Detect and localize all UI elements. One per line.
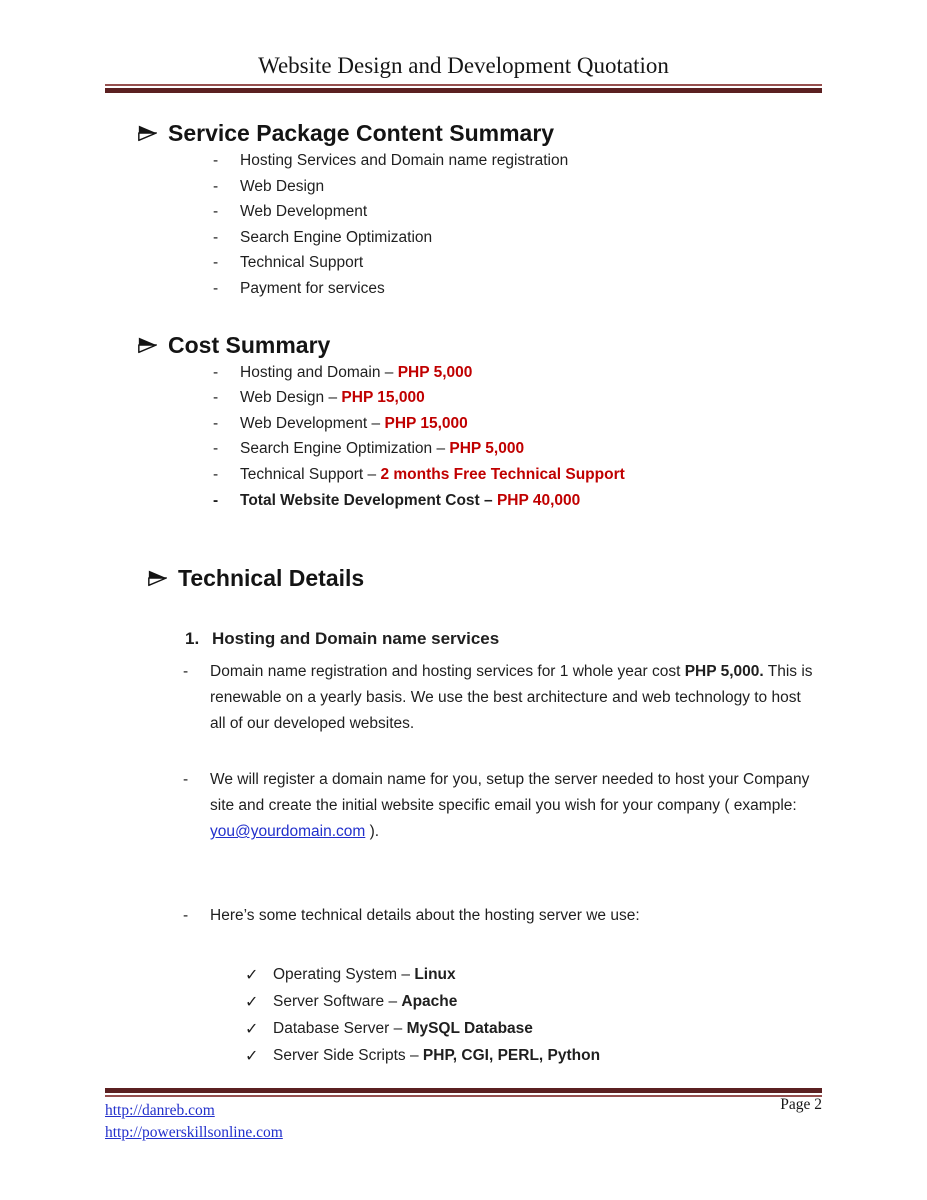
subsection-title: Hosting and Domain name services <box>212 629 500 649</box>
section-heading-technical-details <box>105 563 822 593</box>
list-item <box>105 225 822 251</box>
check-value: PHP, CGI, PERL, Python <box>422 1047 601 1065</box>
cost-label: Total Website Development Cost <box>240 491 480 509</box>
check-icon: ✓ <box>245 1046 259 1066</box>
section-heading-label: Technical Details <box>178 565 365 592</box>
list-item-label: Web Development <box>240 203 368 221</box>
check-value: MySQL Database <box>406 1020 533 1038</box>
section-heading-label: Cost Summary <box>168 331 331 358</box>
list-item-label: Search Engine Optimization <box>240 228 433 246</box>
cost-label: Technical Support <box>240 465 364 483</box>
dash-bullet: - <box>183 907 189 925</box>
dash-bullet: - <box>183 771 189 789</box>
list-item <box>105 174 822 200</box>
cost-value: PHP 5,000 <box>397 363 473 381</box>
separator: – <box>393 1020 403 1038</box>
paragraph-text: We will register a domain name for you, setup the server needed to host your Company site and create the initial website specific email you wish for your company ( example: <box>210 771 810 815</box>
cost-summary-list <box>105 360 822 514</box>
paragraph-server-details-intro <box>105 903 815 929</box>
section-heading-service-package <box>105 118 822 148</box>
check-value: Linux <box>414 966 456 984</box>
cost-row <box>105 411 822 437</box>
dash-bullet: - <box>213 203 219 221</box>
subsection-number: 1. <box>185 629 200 649</box>
check-row <box>105 1015 822 1042</box>
cost-value: PHP 15,000 <box>384 414 468 432</box>
dash-bullet: - <box>213 389 219 407</box>
dash-bullet: - <box>183 663 189 681</box>
section-heading-cost-summary <box>105 330 822 360</box>
cost-value: PHP 40,000 <box>496 491 581 509</box>
paragraph-bold-text: PHP 5,000. <box>684 663 764 681</box>
cost-row <box>105 436 822 462</box>
list-item <box>105 276 822 302</box>
list-item-label: Web Design <box>240 177 325 195</box>
footer-links <box>105 1100 822 1144</box>
list-item-label: Technical Support <box>240 254 364 272</box>
separator: – <box>484 491 493 509</box>
separator: – <box>401 966 410 984</box>
cost-value: 2 months Free Technical Support <box>380 465 625 483</box>
paragraph-text: This is renewable on a yearly basis. We use the best architecture and web technology to host all of our developed websites. <box>210 663 813 733</box>
check-label: Database Server <box>273 1020 390 1038</box>
arrow-bullet-icon <box>147 567 169 589</box>
cost-label: Web Design <box>240 389 325 407</box>
header-rule <box>105 84 822 93</box>
separator: – <box>388 993 398 1011</box>
footer-link-powerskills[interactable]: http://powerskillsonline.com <box>105 1124 283 1141</box>
cost-label: Search Engine Optimization <box>240 440 433 458</box>
section-heading-label: Service Package Content Summary <box>168 120 555 146</box>
dash-bullet: - <box>213 440 219 458</box>
list-item <box>105 148 822 174</box>
separator: – <box>328 389 338 407</box>
check-icon: ✓ <box>245 965 259 985</box>
paragraph-text: Here’s some technical details about the hosting server we use: <box>210 907 640 925</box>
check-icon: ✓ <box>245 992 259 1012</box>
list-item <box>105 250 822 276</box>
cost-label: Web Development <box>240 414 368 432</box>
separator: – <box>384 363 394 381</box>
paragraph-domain-registration <box>105 659 815 737</box>
email-example-link[interactable]: you@yourdomain.com <box>210 823 366 841</box>
cost-value: PHP 15,000 <box>341 389 425 407</box>
check-label: Server Software <box>273 993 385 1011</box>
list-item <box>105 199 822 225</box>
check-row <box>105 988 822 1015</box>
check-label: Server Side Scripts <box>273 1047 406 1065</box>
check-row <box>105 961 822 988</box>
check-icon: ✓ <box>245 1019 259 1039</box>
service-package-list <box>105 148 822 302</box>
dash-bullet: - <box>213 363 219 381</box>
document-title: Website Design and Development Quotation <box>258 53 669 78</box>
cost-row <box>105 385 822 411</box>
cost-value: PHP 5,000 <box>449 440 525 458</box>
page-footer <box>105 1088 822 1144</box>
dash-bullet: - <box>213 465 219 483</box>
footer-rule <box>105 1088 822 1097</box>
list-item-label: Payment for services <box>240 279 385 297</box>
dash-bullet: - <box>213 152 219 169</box>
dash-bullet: - <box>213 491 219 509</box>
server-spec-checklist <box>105 961 822 1069</box>
separator: – <box>371 414 381 432</box>
separator: – <box>409 1047 419 1065</box>
paragraph-text: ). <box>365 823 380 841</box>
list-item-label: Hosting Services and Domain name registration <box>240 152 569 169</box>
dash-bullet: - <box>213 279 219 297</box>
check-label: Operating System <box>273 966 398 984</box>
check-value: Apache <box>401 993 458 1011</box>
dash-bullet: - <box>213 414 219 432</box>
cost-row <box>105 462 822 488</box>
page-number: Page 2 <box>780 1096 822 1113</box>
dash-bullet: - <box>213 254 219 272</box>
dash-bullet: - <box>213 177 219 195</box>
paragraph-text: Domain name registration and hosting services for 1 whole year cost <box>210 663 685 681</box>
cost-row <box>105 488 822 514</box>
footer-link-danreb[interactable]: http://danreb.com <box>105 1102 215 1119</box>
cost-label: Hosting and Domain <box>240 363 381 381</box>
check-row <box>105 1042 822 1069</box>
subsection-hosting-domain <box>105 627 822 651</box>
paragraph-register-domain <box>105 767 815 845</box>
cost-row <box>105 360 822 386</box>
arrow-bullet-icon <box>137 122 159 144</box>
dash-bullet: - <box>213 228 219 246</box>
separator: – <box>436 440 446 458</box>
arrow-bullet-icon <box>137 334 159 356</box>
separator: – <box>367 465 377 483</box>
